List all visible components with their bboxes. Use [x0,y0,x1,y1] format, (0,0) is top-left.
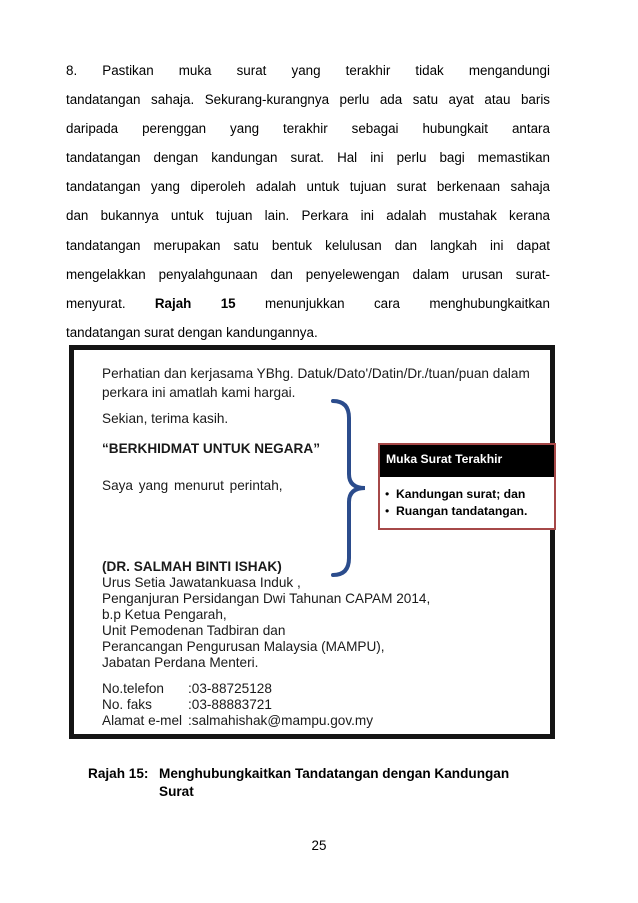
fax-label: No. faks [102,697,152,712]
paragraph-word: menghubungkaitkan [429,295,550,311]
letter-closing: Sekian, terima kasih. [102,411,229,426]
signatory-name: (DR. SALMAH BINTI ISHAK) [102,559,282,574]
letter-sign-off: Saya yang menurut perintah, [102,478,283,493]
paragraph-word: mengelakkan penyalahgunaan dan penyelewengan dalam urusan surat- [66,266,550,282]
callout-list [380,477,554,528]
email-line [102,713,373,728]
paragraph-word: tandatangan yang diperoleh adalah untuk tujuan surat berkenaan sahaja [66,179,550,195]
paragraph-word: sebagai [351,121,399,137]
designation-line: Urus Setia Jawatankuasa Induk , [102,575,301,590]
paragraph-word: yang [230,121,260,137]
fax-value: :03-88883721 [188,697,272,712]
designation-line: b.p Ketua Pengarah, [102,607,227,622]
caption-number: Rajah 15: [88,766,149,781]
paragraph-word: surat [236,63,267,78]
email-label: Alamat e-mel [102,713,183,728]
paragraph-word: tandatangan dengan kandungan surat. Hal ini perlu bagi memastikan [66,150,550,166]
phone-line [102,681,272,696]
figure-caption [88,765,568,801]
callout-title: Muka Surat Terakhir [380,445,554,477]
paragraph-word: dan bukannya untuk tujuan lain. Perkara ini adalah mustahak kerana [66,208,550,224]
paragraph-word: mengandungi [468,63,550,78]
designation-line: Unit Pemodenan Tadbiran dan [102,623,286,638]
paragraph-line [66,85,550,114]
callout-box [378,443,556,530]
phone-label: No.telefon [102,681,164,696]
paragraph-word: 8. [66,63,78,78]
paragraph-word: menunjukkan [264,295,345,311]
paragraph-word: yang [291,63,321,78]
figure-letter-excerpt [69,345,555,739]
paragraph-word: perenggan [142,121,207,137]
phone-value: :03-88725128 [188,681,272,696]
paragraph-line [66,172,550,201]
designation-line: Jabatan Perdana Menteri. [102,655,259,670]
paragraph-word: antara [511,121,550,137]
caption-title-cont: Surat [159,784,194,799]
letter-motto: “BERKHIDMAT UNTUK NEGARA” [102,441,320,456]
paragraph-word: Pastikan [102,63,154,78]
letter-line: Perhatian dan kerjasama YBhg. Datuk/Dato'/Datin/Dr./tuan/puan dalam [102,366,530,381]
paragraph-line [66,318,550,347]
paragraph-word: terakhir [345,63,391,78]
paragraph-line [66,56,550,85]
paragraph-word: tandatangan merupakan satu bentuk kelulusan dan langkah ini dapat [66,237,550,253]
paragraph-line [66,201,550,230]
callout-item: • Ruangan tandatangan. [385,503,549,520]
page-number: 25 [311,838,327,853]
paragraph-word: daripada [66,121,119,137]
paragraph-line [66,260,550,289]
paragraph-line [66,231,550,260]
paragraph-word: Rajah 15 [154,295,236,311]
caption-title: Menghubungkaitkan Tandatangan dengan Kandungan [159,766,510,781]
callout-item: • Kandungan surat; dan [385,486,549,503]
paragraph-line [66,289,550,318]
paragraph-word: tandatangan sahaja. Sekurang-kurangnya perlu ada satu ayat atau baris [66,92,550,108]
paragraph-word: terakhir [283,121,328,137]
designation-line: Penganjuran Persidangan Dwi Tahunan CAPAM 2014, [102,591,431,606]
body-paragraph [66,56,550,347]
paragraph-word: menyurat. [66,295,126,311]
paragraph-word: muka [178,63,212,78]
paragraph-word: tidak [415,63,444,78]
paragraph-word: tandatangan surat dengan kandungannya. [66,324,318,340]
designation-line: Perancangan Pengurusan Malaysia (MAMPU), [102,639,385,654]
curly-brace-icon [329,398,369,578]
fax-line [102,697,272,712]
paragraph-word: cara [373,295,400,311]
email-value: :salmahishak@mampu.gov.my [188,713,374,728]
letter-line: perkara ini amatlah kami hargai. [102,385,296,400]
paragraph-word: hubungkait [422,121,489,137]
paragraph-line [66,114,550,143]
paragraph-line [66,143,550,172]
